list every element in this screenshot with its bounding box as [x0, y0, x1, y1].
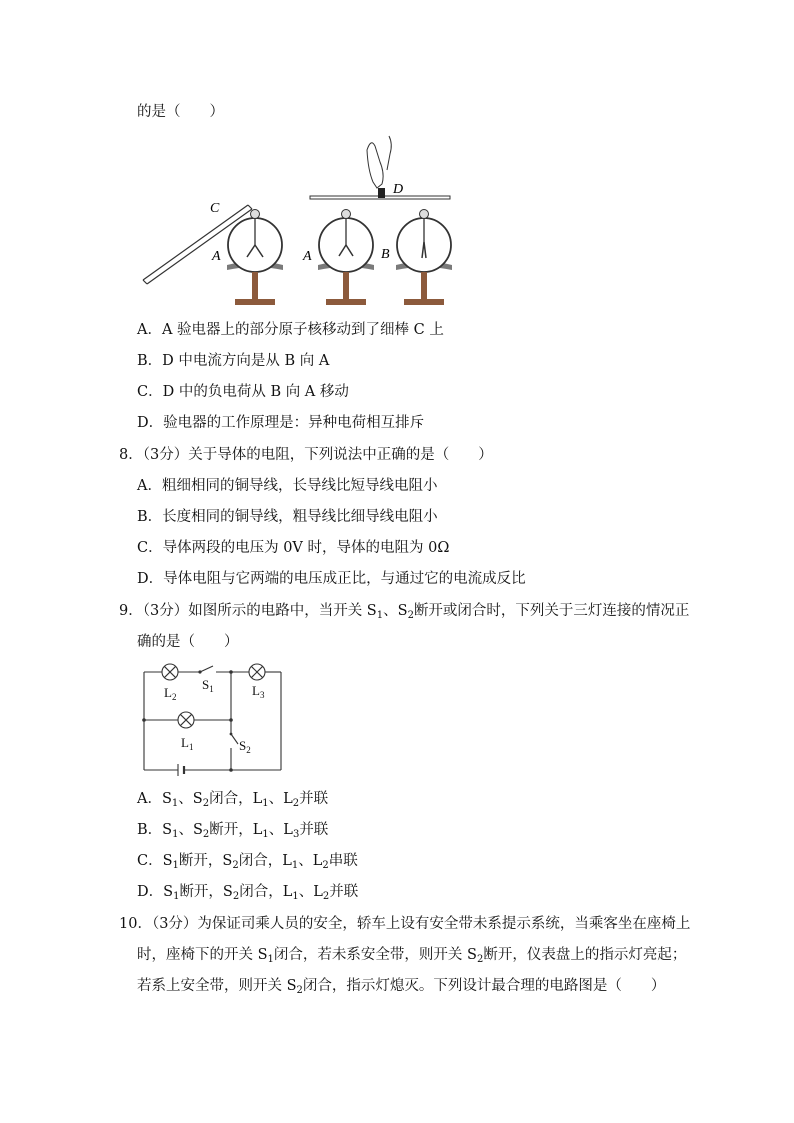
q7-stem-tail: 的是（ ） — [137, 104, 224, 120]
q7-option-a: A．A 验电器上的部分原子核移动到了细棒 C 上 — [137, 322, 444, 338]
label-c: C — [210, 201, 220, 216]
label-b: B — [381, 247, 390, 262]
q9-option-a: A．$S_1$、$S_2$闭合，$L_1$、$L_2$并联 — [137, 791, 329, 809]
label-a-middle: A — [303, 249, 312, 264]
electroscope-a-middle — [302, 210, 374, 306]
bar-d — [310, 136, 450, 199]
electroscope-figure — [135, 130, 465, 315]
label-l1: $L_1$ — [181, 735, 194, 752]
q7-option-d: D．验电器的工作原理是：异种电荷相互排斥 — [137, 415, 425, 431]
q7-option-c: C．D 中的负电荷从 B 向 A 移动 — [137, 384, 349, 400]
q10-stem-line3: 若系上安全带，则开关 $S_2$闭合，指示灯熄灭。下列设计最合理的电路图是（ ） — [137, 978, 666, 996]
q8-option-c: C．导体两段的电压为 0V 时，导体的电阻为 0Ω — [137, 540, 450, 556]
label-d: D — [393, 182, 404, 197]
q9-option-b: B．$S_1$、$S_2$断开，$L_1$、$L_3$并联 — [137, 822, 329, 840]
electroscope-b-right — [381, 210, 452, 306]
q8-stem: 8．（3分）关于导体的电阻，下列说法中正确的是（ ） — [119, 447, 493, 463]
q9-option-d: D．$S_1$断开，$S_2$闭合，$L_1$、$L_2$并联 — [137, 884, 359, 902]
label-s2: $S_2$ — [239, 738, 251, 755]
label-s1: $S_1$ — [202, 677, 214, 694]
label-l2: $L_2$ — [164, 685, 177, 702]
q10-stem-line1: 10．（3分）为保证司乘人员的安全，轿车上设有安全带未系提示系统，当乘客坐在座椅上 — [119, 916, 691, 932]
q9-stem: 9．（3分）如图所示的电路中，当开关 $S_1$、$S_2$断开或闭合时，下列关于三灯连接的情况正 — [119, 603, 690, 621]
q8-option-a: A．粗细相同的铜导线，长导线比短导线电阻小 — [137, 478, 438, 494]
label-a-left: A — [212, 249, 221, 264]
q10-stem-line2: 时，座椅下的开关 $S_1$闭合，若未系安全带，则开关 $S_2$断开，仪表盘上的指示灯亮起； — [137, 947, 687, 965]
label-l3: $L_3$ — [252, 683, 265, 700]
q8-option-d: D．导体电阻与它两端的电压成正比，与通过它的电流成反比 — [137, 571, 526, 587]
q8-option-b: B．长度相同的铜导线，粗导线比细导线电阻小 — [137, 509, 438, 525]
q9-stem-line2: 确的是（ ） — [137, 634, 239, 650]
q9-option-c: C．$S_1$断开，$S_2$闭合，$L_1$、$L_2$串联 — [137, 853, 358, 871]
circuit-diagram — [138, 658, 288, 776]
q7-option-b: B．D 中电流方向是从 B 向 A — [137, 353, 330, 369]
